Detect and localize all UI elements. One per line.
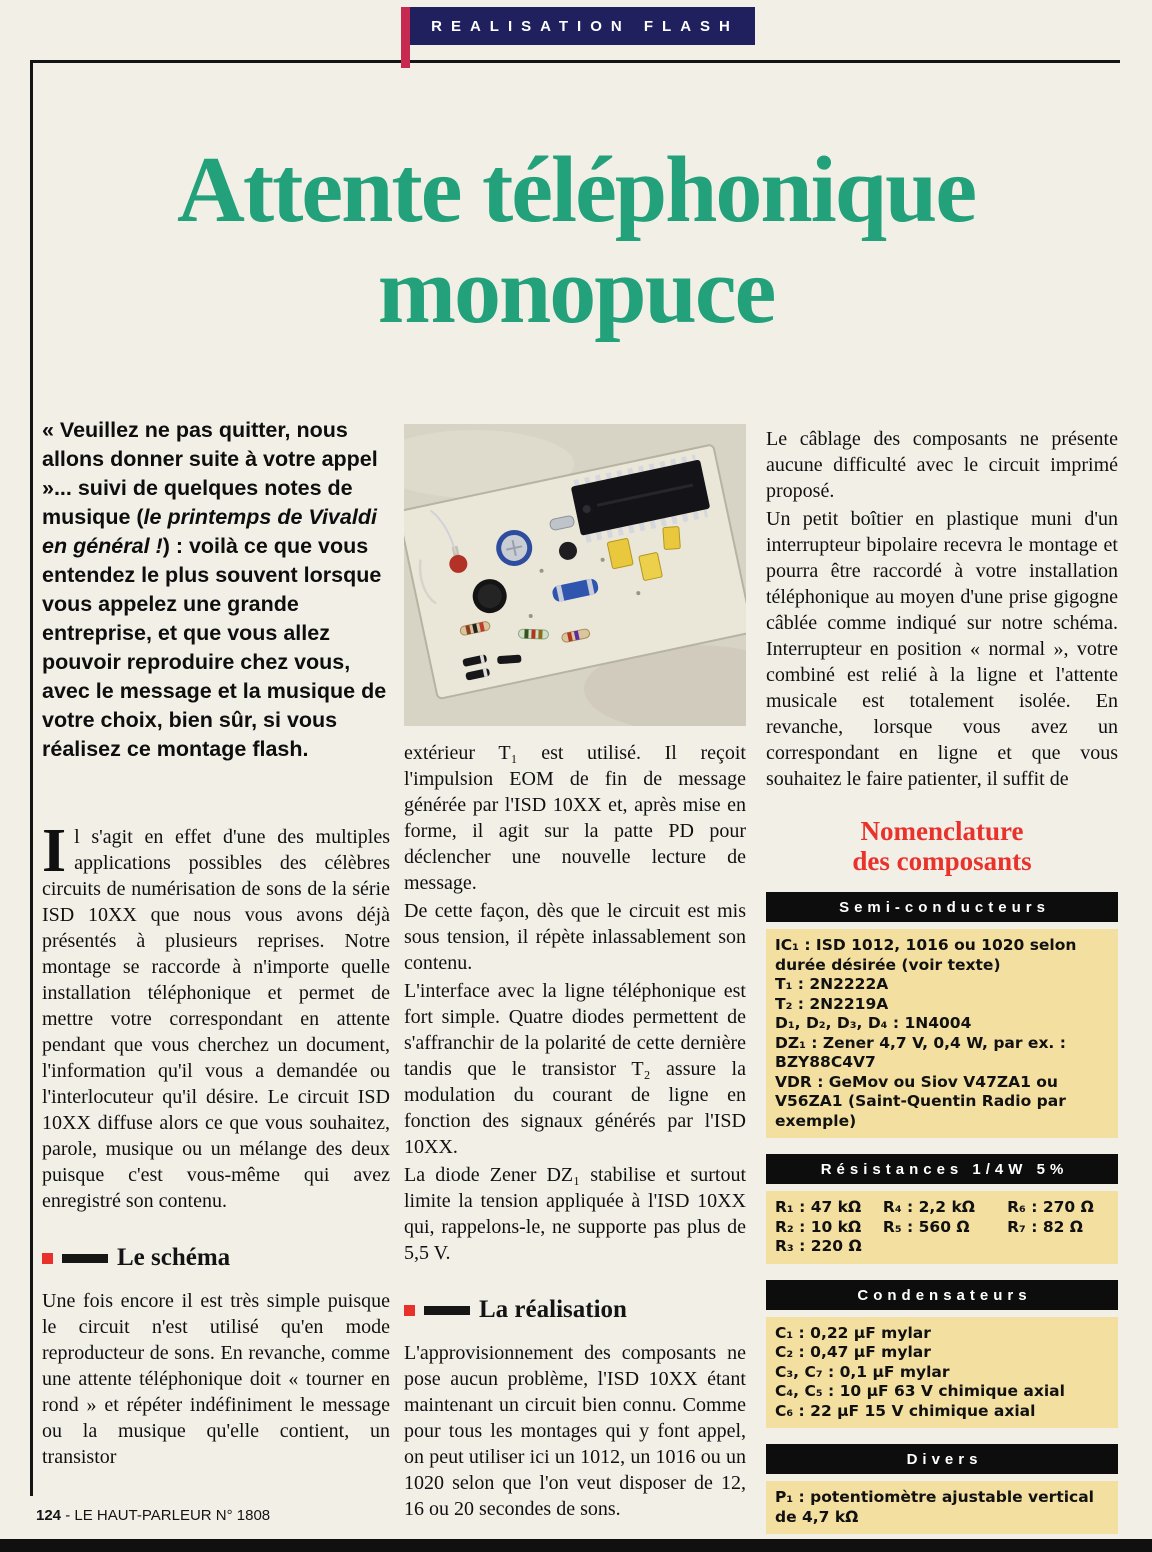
- component-line: D₁, D₂, D₃, D₄ : 1N4004: [775, 1014, 972, 1032]
- component-line: VDR : GeMov ou Siov V47ZA1 ou V56ZA1 (Saint-Quentin Radio par exemple): [775, 1072, 1066, 1130]
- realisation-heading-label: La réalisation: [479, 1296, 627, 1323]
- nomenclature-title-line1: Nomenclature: [860, 816, 1024, 846]
- column-right: [766, 426, 1118, 1534]
- page-footer: [36, 1507, 270, 1524]
- bottom-black-bar: [0, 1539, 1152, 1552]
- schema-heading-label: Le schéma: [117, 1244, 231, 1271]
- resistor-2: [518, 629, 548, 639]
- nomenclature-bar-resistances: Résistances 1/4W 5%: [766, 1154, 1118, 1184]
- intro-part2: ) : voilà ce que vous entendez le plus souvent lorsque vous appelez une grande entreprise, et que vous allez pouvoir reproduire chez vous, avec le message et la musique de votre choix, bien sûr, si vous réalisez ce montage flash.: [42, 534, 387, 761]
- red-square-icon: [404, 1305, 415, 1316]
- component-line: IC₁ : ISD 1012, 1016 ou 1020 selon durée désirée (voir texte): [775, 936, 1077, 974]
- nomenclature-box-divers: [766, 1481, 1118, 1534]
- body-paragraph-8: Le câblage des composants ne présente aucune difficulté avec le circuit imprimé proposé.: [766, 428, 1118, 502]
- nomenclature-box-semiconducteurs: [766, 929, 1118, 1138]
- body-paragraph-1-text: l s'agit en effet d'une des multiples applications possibles des célèbres circuits de numérisation de sons de la série ISD 10XX que nous vous avons déjà présentés à plusieurs reprises. Notre montage se raccorde à n'importe quelle installation téléphonique et permet de mettre votre correspondant en attente pendant que vous cherchez un document, l'information qu'il vous a demandée ou l'interlocuteur qu'il désire. Le circuit ISD 10XX diffuse alors ce que vous souhaitez, parole, musique ou un mélange des deux puisque c'est vous-même qui avez enregistré son contenu.: [42, 826, 390, 1212]
- component-line: R₇ : 82 Ω: [1007, 1217, 1083, 1236]
- top-rule: [30, 60, 1120, 63]
- component-line: T₁ : 2N2222A: [775, 975, 889, 993]
- article-title: [0, 140, 1152, 342]
- section-heading-realisation: [404, 1296, 746, 1324]
- component-line: R₄ : 2,2 kΩ: [882, 1198, 975, 1216]
- black-dash-icon: [62, 1254, 108, 1263]
- top-banner: [401, 7, 755, 45]
- intro-part1: « Veuillez ne pas quitter, nous allons donner suite à votre appel »... suivi de quelques notes de musique (: [42, 418, 378, 529]
- component-line: P₁ : potentiomètre ajustable vertical de 4,7 kΩ: [775, 1488, 1094, 1526]
- column-middle: [404, 424, 746, 1522]
- nomenclature-bar-condensateurs: Condensateurs: [766, 1280, 1118, 1310]
- footer-magazine-label: - LE HAUT-PARLEUR N° 1808: [61, 1507, 271, 1524]
- banner-red-accent: [401, 7, 410, 68]
- film-capacitor-3: [663, 526, 680, 549]
- nomenclature-bar-divers: Divers: [766, 1444, 1118, 1474]
- body-paragraph-7: L'approvisionnement des composants ne pose aucun problème, l'ISD 10XX étant maintenant un circuit bien connu. Comme pour tous les montages qui y font appel, on peut utiliser ici un 1012, un 1016 ou un 1020 selon que l'on veut disposer de 12, 16 ou 20 secondes de sons.: [404, 1342, 746, 1520]
- component-line: R₂ : 10 kΩ: [775, 1217, 862, 1236]
- intro-paragraph: [42, 416, 390, 764]
- body-paragraph-1: [42, 817, 390, 1214]
- intro-italic: le printemps de Vivaldi en général !: [42, 505, 377, 558]
- red-square-icon: [42, 1253, 53, 1264]
- component-line: R₁ : 47 kΩ: [775, 1198, 862, 1216]
- component-line: C₃, C₇ : 0,1 µF mylar: [775, 1362, 950, 1381]
- body-paragraph-2: Une fois encore il est très simple puisque le circuit n'est utilisé qu'en mode reproducteur de sons. En revanche, comme une attente téléphonique doit « tourner en rond » et répéter indéfiniment le message ou la musique qu'elle contient, un transistor: [42, 1290, 390, 1468]
- nomenclature-box-resistances: [766, 1191, 1118, 1264]
- component-line: DZ₁ : Zener 4,7 V, 0,4 W, par ex. : BZY88C4V7: [775, 1033, 1066, 1071]
- body-paragraph-9: Un petit boîtier en plastique muni d'un interrupteur bipolaire recevra le montage et pourra être raccordé à votre installation téléphonique au moyen d'une prise gigogne câblée comme indiqué sur notre schéma. Interrupteur en position « normal », votre combiné est relié à la ligne et l'attente musicale est totalement isolée. En revanche, lorsque vous avez un correspondant en ligne et que vous souhaitez le faire patienter, il suffit de: [766, 508, 1118, 790]
- black-dash-icon: [424, 1306, 470, 1315]
- drop-cap: I: [42, 817, 67, 885]
- column-left: [42, 416, 390, 1470]
- section-heading-schema: [42, 1244, 390, 1272]
- body-paragraph-3: extérieur T₁ est utilisé. Il reçoit l'impulsion EOM de fin de message générée par l'ISD 10XX et, après mise en forme, il agit sur la patte PD pour déclencher une nouvelle lecture de message.: [404, 742, 746, 894]
- article-title-line2: monopuce: [377, 239, 775, 343]
- nomenclature-bar-semiconducteurs: Semi-conducteurs: [766, 892, 1118, 922]
- component-line: R₅ : 560 Ω: [882, 1217, 970, 1236]
- body-paragraph-4: De cette façon, dès que le circuit est mis sous tension, il répète inlassablement son contenu.: [404, 900, 746, 974]
- nomenclature-box-condensateurs: [766, 1317, 1118, 1429]
- nomenclature-title: [766, 816, 1118, 876]
- component-line: R₆ : 270 Ω: [1007, 1198, 1094, 1216]
- body-paragraph-6: La diode Zener DZ₁ stabilise et surtout limite la tension appliquée à l'ISD 10XX qui, rappelons-le, ne supporte pas plus de 5,5 V.: [404, 1164, 746, 1264]
- component-line: R₃ : 220 Ω: [775, 1237, 862, 1255]
- component-line: C₆ : 22 µF 15 V chimique axial: [775, 1401, 1036, 1420]
- page-number: 124: [36, 1507, 62, 1524]
- body-paragraph-5: L'interface avec la ligne téléphonique est fort simple. Quatre diodes permettent de s'affranchir de la polarité de cette dernière tandis que le transistor T₂ assure la modulation du courant de ligne en fonction des signaux générés par l'ISD 10XX.: [404, 980, 746, 1158]
- article-title-line1: Attente téléphonique: [176, 138, 976, 242]
- nomenclature-title-line2: des composants: [852, 846, 1032, 876]
- nomenclature: [766, 816, 1118, 1534]
- component-line: C₂ : 0,47 µF mylar: [775, 1343, 931, 1361]
- component-line: T₂ : 2N2219A: [775, 994, 889, 1013]
- banner-label: REALISATION FLASH: [431, 17, 739, 35]
- circuit-board-photo: [404, 424, 746, 726]
- component-line: C₁ : 0,22 µF mylar: [775, 1323, 931, 1342]
- component-line: C₄, C₅ : 10 µF 63 V chimique axial: [775, 1382, 1065, 1400]
